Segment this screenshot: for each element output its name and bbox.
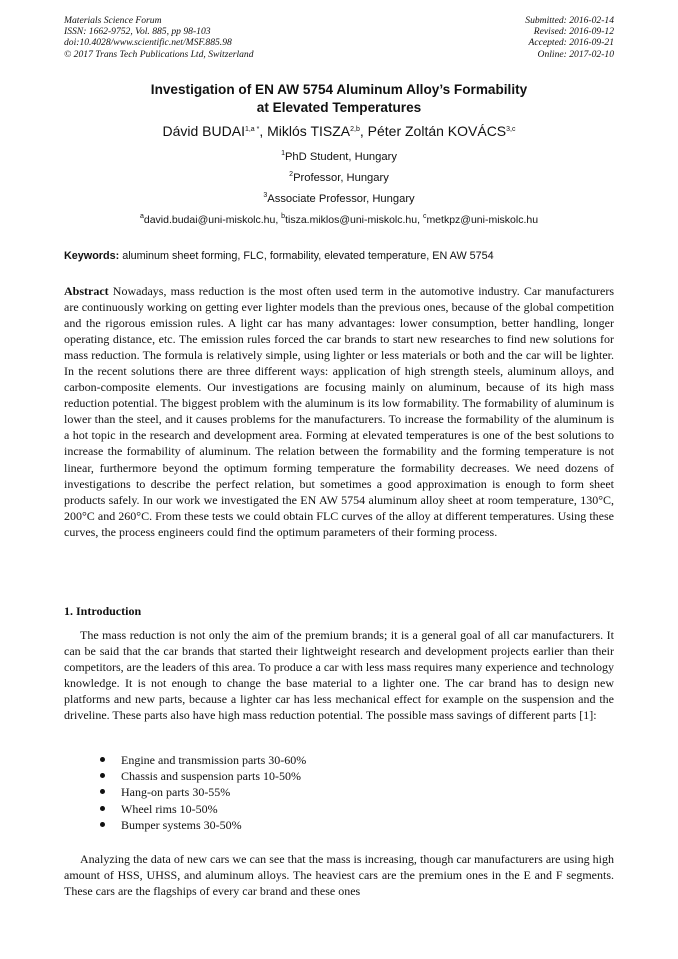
abstract-text: Nowadays, mass reduction is the most often used term in the automotive industry. Car manufacturers are continuously working on getting ever lighter models than the previous ones, because of the global competition and the rigorous emission rules. A light car has many advantages: lower consumption, better handling, longer operating distance, etc. The emission rules forced the car brands to start new researches to find new solutions for mass reduction. The formula is relatively simple, using lighter or less materials or both and the car will be lighter. In the recent solutions there are three different ways: application of high strength steels, aluminum alloys, and carbon-composite elements. Our investigations are focusing mainly on aluminum, because of its high mass reduction potential. The biggest problem with the aluminum is its low formability. The formability of aluminum is lower than the steel, and it causes problems for the manufacturers. To increase the formability of the aluminum is a hot topic in the research and development area. Forming at elevated temperatures is one of the best solutions to increase the formability of aluminum. The relation between the formability and the forming temperature is not linear, furthermore beyond the optimum forming temperature the formability decreases. We need dozens of investigations to describe the perfect relation, but sometimes a good approximation is enough to form sheet products safely. In our work we investigated the EN AW 5754 aluminum alloy sheet at room temperature, 130°C, 200°C and 260°C. From these tests we could obtain FLC curves of the alloy at different temperatures. Using these curves, the process engineers could find the optimum parameters of their forming process. <box>64 284 614 539</box>
keywords <box>64 249 614 263</box>
list-item-text: Engine and transmission parts 30-60% <box>121 753 307 767</box>
list-item-text: Chassis and suspension parts 10-50% <box>121 769 301 784</box>
bullet-icon <box>100 822 105 827</box>
list-item <box>100 817 306 833</box>
section-heading: 1. Introduction <box>64 604 142 618</box>
keywords-label: Keywords: <box>64 250 120 262</box>
title-line-2: at Elevated Temperatures <box>256 100 422 115</box>
intro-paragraph-1: The mass reduction is not only the aim of the premium brands; it is a general goal of all car manufacturers. It can be said that the car brands that started their lightweight research and development projects earlier than their competitors, are the leaders of this area. To produce a car with less mass requires many experience and technology knowledge. It is not enough to change the base material to a lighter one. The car brand has to design new platforms and new parts, because a lighter car has less mechanical effect for example on the suspension and the driveline. These parts also have high mass reduction potential. The possible mass savings of different parts [1]: <box>64 628 614 722</box>
accepted-date: Accepted: 2016-09-21 <box>528 37 614 49</box>
bullet-icon <box>100 789 105 794</box>
author-superscript: 1,a * <box>244 126 260 133</box>
mass-savings-list <box>100 752 306 833</box>
author-name: Dávid BUDAI <box>162 123 245 139</box>
list-item <box>100 768 306 784</box>
author-name: Miklós TISZA <box>267 123 351 139</box>
email-superscript: b <box>281 213 286 220</box>
author-separator: , <box>359 123 368 139</box>
list-item-text: Wheel rims 10-50% <box>121 801 218 816</box>
affiliation-superscript: 2 <box>289 171 294 178</box>
email-address: metkpz@uni-miskolc.hu <box>426 214 539 226</box>
author-superscript: 3,c <box>506 126 516 133</box>
affiliation-1 <box>64 150 614 164</box>
email-address: david.budai@uni-miskolc.hu, <box>143 214 282 226</box>
affiliation-text: Professor, Hungary <box>293 172 389 184</box>
copyright: © 2017 Trans Tech Publications Ltd, Switzerland <box>64 48 254 60</box>
online-date: Online: 2017-02-10 <box>537 48 614 60</box>
bullet-icon <box>100 806 105 811</box>
journal-header-left <box>64 15 254 60</box>
list-item-text: Bumper systems 30-50% <box>121 817 242 832</box>
bullet-icon <box>100 757 105 762</box>
author-name: Péter Zoltán KOVÁCS <box>367 123 507 139</box>
list-item <box>100 752 306 768</box>
author-emails <box>64 213 614 227</box>
affiliation-text: PhD Student, Hungary <box>284 151 397 163</box>
doi: doi:10.4028/www.scientific.net/MSF.885.98 <box>64 37 232 49</box>
list-item-text: Hang-on parts 30-55% <box>121 785 231 800</box>
email-address: tisza.miklos@uni-miskolc.hu, <box>285 214 423 226</box>
abstract <box>64 283 614 540</box>
affiliation-2 <box>64 171 614 185</box>
intro-paragraph-2: Analyzing the data of new cars we can see that the mass is increasing, though car manufacturers are using high amount of HSS, UHSS, and aluminum alloys. The heaviest cars are the premium ones in the E and F segments. These cars are the flagships of every car brand and these ones <box>64 852 614 898</box>
bullet-icon <box>100 773 105 778</box>
revised-date: Revised: 2016-09-12 <box>533 26 614 38</box>
journal-header-right <box>525 15 614 60</box>
affiliation-superscript: 3 <box>263 192 268 199</box>
author-superscript: 2,b <box>350 126 360 133</box>
list-item <box>100 801 306 817</box>
affiliation-text: Associate Professor, Hungary <box>267 193 415 205</box>
abstract-label: Abstract <box>64 284 109 298</box>
email-superscript: a <box>139 213 144 220</box>
journal-name: Materials Science Forum <box>64 15 162 26</box>
submitted-date: Submitted: 2016-02-14 <box>525 15 614 26</box>
list-item <box>100 784 306 800</box>
keywords-text: aluminum sheet forming, FLC, formability, elevated temperature, EN AW 5754 <box>119 250 494 262</box>
affiliation-superscript: 1 <box>281 150 285 157</box>
affiliation-3 <box>64 192 614 206</box>
issn-volume: ISSN: 1662-9752, Vol. 885, pp 98-103 <box>64 26 211 38</box>
title-line-1: Investigation of EN AW 5754 Aluminum Alloy’s Formability <box>150 82 528 97</box>
author-separator: , <box>259 123 268 139</box>
email-superscript: c <box>422 213 427 220</box>
author-list <box>64 121 614 141</box>
paper-title <box>64 81 614 117</box>
